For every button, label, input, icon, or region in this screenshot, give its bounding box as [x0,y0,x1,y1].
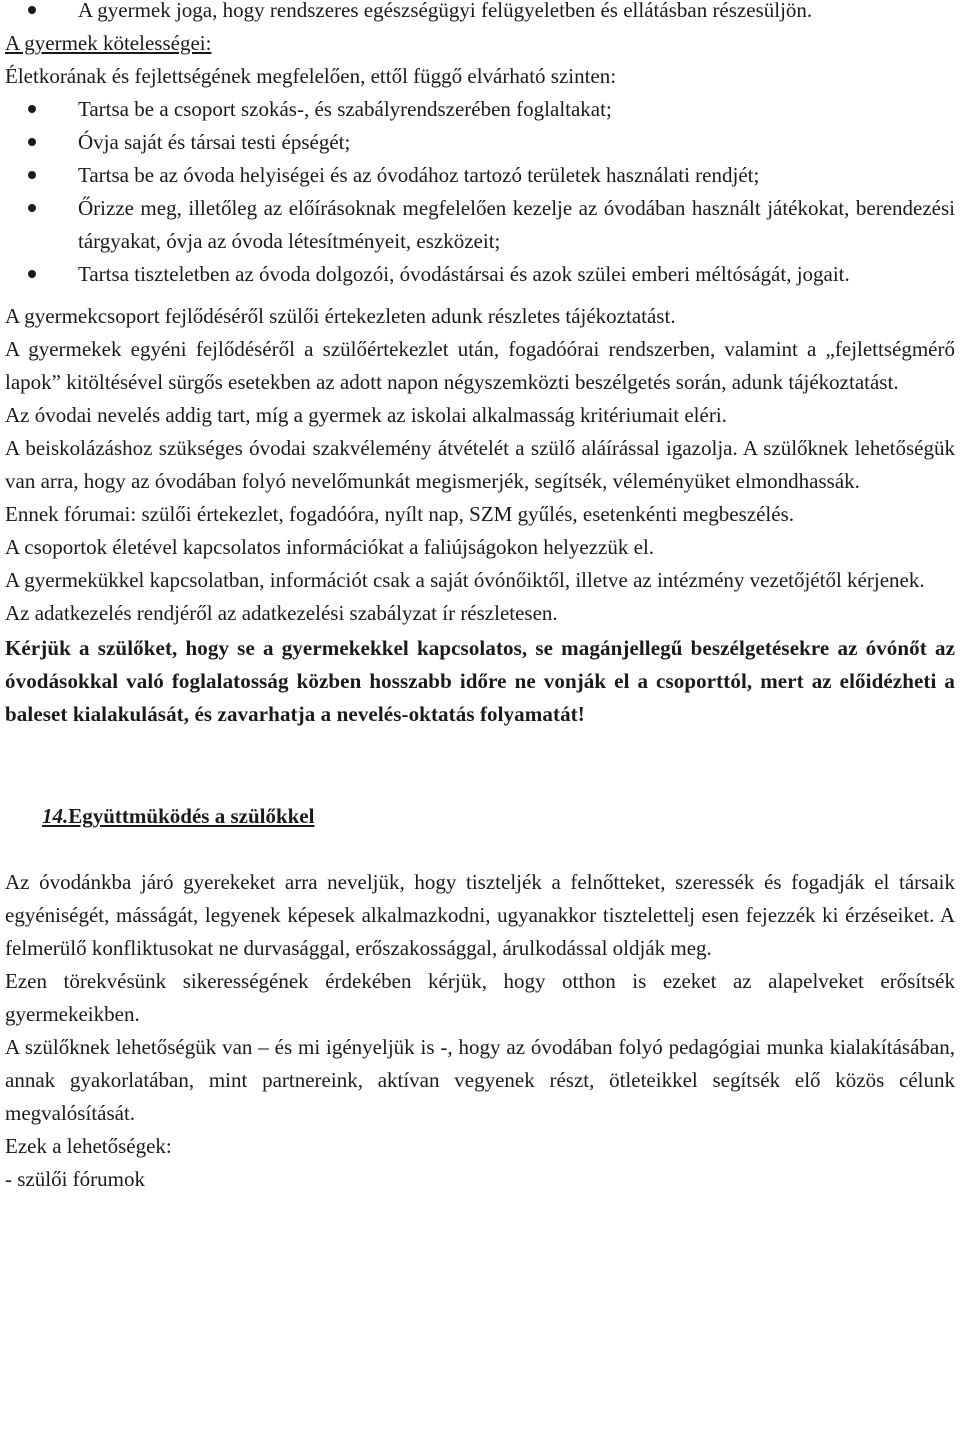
bullet-icon [28,171,36,179]
paragraph: A gyermekcsoport fejlődéséről szülői értekezleten adunk részletes tájékoztatást. [5,304,676,328]
list-item: - szülői fórumok [5,1167,145,1191]
paragraph: Az óvodánkba járó gyerekeket arra neveljük, hogy tiszteljék a felnőtteket, szeressék és fogadják el társaik egyéniségét, másságát, legyenek képesek alkalmazkodni, ugyanakkor tisztelettelj esen fejezzék ki érzéseiket. A felmerülő konfliktusokat ne durvasággal, erőszakossággal, árulkodással oldják meg. [5,870,955,960]
section-title: Együttmüködés a szülőkkel [68,804,315,828]
bullet-icon [28,138,36,146]
list-item: A gyermek joga, hogy rendszeres egészségügyi felügyeletben és ellátásban részesüljön. [5,0,955,27]
paragraph: A szülőknek lehetőségük van – és mi igényeljük is -, hogy az óvodában folyó pedagógiai munka kialakításában, annak gyakorlatában, mint partnereink, aktívan vegyenek részt, ötleteikkel segítsék elő közös célunk megvalósítását. [5,1035,955,1125]
document-page [5,0,955,1196]
duties-intro: Életkorának és fejlettségének megfelelően, ettől függő elvárható szinten: [5,64,617,88]
paragraph: Az adatkezelés rendjéről az adatkezelési szabályzat ír részletesen. [5,601,558,625]
paragraph: A beiskolázáshoz szükséges óvodai szakvélemény átvételét a szülő aláírással igazolja. A szülőknek lehetőségük van arra, hogy az óvodában folyó nevelőmunkát megismerjék, segítsék, véleményüket elmondhassák. [5,436,955,493]
paragraph: Ezen törekvésünk sikerességének érdekében kérjük, hogy otthon is ezeket az alapelveket erősítsék gyermekeikben. [5,969,955,1026]
paragraph: A gyermekek egyéni fejlődéséről a szülőértekezlet után, fogadóórai rendszerben, valamint a „fejlettségmérő lapok” kitöltésével sürgős esetekben az adott napon négyszemközti beszélgetés során, adunk tájékoztatást. [5,337,955,394]
paragraph: A csoportok életével kapcsolatos információkat a faliújságokon helyezzük el. [5,535,655,559]
bullet-icon [28,204,36,212]
list-item: Tartsa be az óvoda helyiségei és az óvodához tartozó területek használati rendjét; [5,159,955,192]
paragraph: A gyermekükkel kapcsolatban, információt csak a saját óvónőiktől, illetve az intézmény vezetőjétől kérjenek. [5,568,925,592]
list-item: Őrizze meg, illetőleg az előírásoknak megfelelően kezelje az óvodában használt játékokat, berendezési tárgyakat, óvja az óvoda létesítményeit, eszközeit; [5,192,955,258]
bullet-icon [28,105,36,113]
paragraph: Ezek a lehetőségek: [5,1134,172,1158]
list-item: Óvja saját és társai testi épségét; [5,126,955,159]
paragraph: Ennek fórumai: szülői értekezlet, fogadóóra, nyílt nap, SZM gyűlés, esetenkénti megbeszélés. [5,502,795,526]
section-heading [42,800,955,833]
duties-list [5,93,955,291]
list-item: Tartsa tiszteletben az óvoda dolgozói, óvodástársai és azok szülei emberi méltóságát, jogait. [5,258,955,291]
paragraph: Az óvodai nevelés addig tart, míg a gyermek az iskolai alkalmasság kritériumait eléri. [5,403,727,427]
bold-notice: Kérjük a szülőket, hogy se a gyermekekkel kapcsolatos, se magánjellegű beszélgetésekre az óvónőt az óvodásokkal való foglalatosság közben hosszabb időre ne vonják el a csoporttól, mert az előidézheti a baleset kialakulását, és zavarhatja a nevelés-oktatás folyamatát! [5,636,955,726]
bullet-icon [28,270,36,278]
list-item: Tartsa be a csoport szokás-, és szabályrendszerében foglaltakat; [5,93,955,126]
duties-heading: A gyermek kötelességei: [5,31,212,55]
bullet-icon [28,6,36,14]
section-body [5,866,955,1196]
rights-list [5,0,955,27]
section-number: 14. [42,804,69,828]
